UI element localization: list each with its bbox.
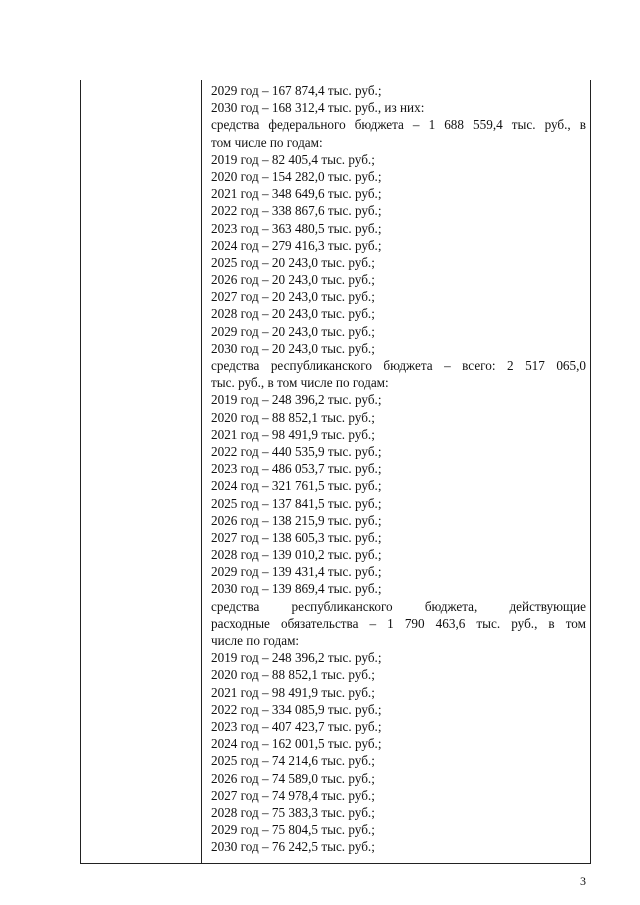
text-line: 2030 год – 139 869,4 тыс. руб.; [211,581,382,597]
text-line: 2028 год – 20 243,0 тыс. руб.; [211,306,375,322]
text-line: расходные обязательства – 1 790 463,6 тыс. руб., в том [211,615,586,631]
text-line: 2021 год – 348 649,6 тыс. руб.; [211,186,382,202]
text-line: 2029 год – 139 431,4 тыс. руб.; [211,564,382,580]
text-line: тыс. руб., в том числе по годам: [211,375,389,391]
text-line: 2021 год – 98 491,9 тыс. руб.; [211,684,375,700]
text-line: 2029 год – 167 874,4 тыс. руб.; [211,83,382,98]
text-line: 2027 год – 74 978,4 тыс. руб.; [211,787,375,803]
text-line: 2030 год – 76 242,5 тыс. руб.; [211,839,375,855]
text-line: 2024 год – 162 001,5 тыс. руб.; [211,736,382,752]
text-line: 2029 год – 75 804,5 тыс. руб.; [211,822,375,838]
document-table [80,80,591,864]
text-line: 2024 год – 279 416,3 тыс. руб.; [211,237,382,253]
text-line: 2019 год – 248 396,2 тыс. руб.; [211,392,382,408]
text-line: 2026 год – 20 243,0 тыс. руб.; [211,272,375,288]
page-number: 3 [580,874,586,888]
funding-text-cell [211,82,586,855]
text-line: 2027 год – 20 243,0 тыс. руб.; [211,289,375,305]
text-line: 2023 год – 363 480,5 тыс. руб.; [211,220,382,236]
text-line: 2025 год – 20 243,0 тыс. руб.; [211,254,375,270]
text-line: 2020 год – 154 282,0 тыс. руб.; [211,168,382,184]
text-line: 2022 год – 334 085,9 тыс. руб.; [211,701,382,717]
column-divider [201,80,202,863]
text-line: средства республиканского бюджета – всего: 2 517 065,0 [211,358,586,373]
text-line: 2029 год – 20 243,0 тыс. руб.; [211,323,375,339]
text-line: средства федерального бюджета – 1 688 559,4 тыс. руб., в [211,117,586,133]
text-line: 2025 год – 74 214,6 тыс. руб.; [211,753,375,769]
text-line: 2030 год – 20 243,0 тыс. руб.; [211,340,375,356]
text-line: 2023 год – 486 053,7 тыс. руб.; [211,461,382,477]
text-line: 2026 год – 74 589,0 тыс. руб.; [211,770,375,786]
text-line: средства республиканского бюджета, действующие [211,598,586,614]
text-line: 2021 год – 98 491,9 тыс. руб.; [211,426,375,442]
text-line: 2022 год – 440 535,9 тыс. руб.; [211,443,382,459]
text-line: 2026 год – 138 215,9 тыс. руб.; [211,512,382,528]
text-line: 2030 год – 168 312,4 тыс. руб., из них: [211,100,425,116]
text-line: 2023 год – 407 423,7 тыс. руб.; [211,718,382,734]
text-line: 2024 год – 321 761,5 тыс. руб.; [211,478,382,494]
text-line: 2028 год – 75 383,3 тыс. руб.; [211,804,375,820]
text-line: 2019 год – 248 396,2 тыс. руб.; [211,650,382,666]
text-line: 2027 год – 138 605,3 тыс. руб.; [211,529,382,545]
text-line: 2022 год – 338 867,6 тыс. руб.; [211,203,382,219]
text-line: 2025 год – 137 841,5 тыс. руб.; [211,495,382,511]
text-line: числе по годам: [211,633,300,648]
text-line: 2020 год – 88 852,1 тыс. руб.; [211,409,375,425]
text-line: 2020 год – 88 852,1 тыс. руб.; [211,667,375,683]
text-line: 2019 год – 82 405,4 тыс. руб.; [211,151,375,167]
text-line: том числе по годам: [211,134,323,150]
text-line: 2028 год – 139 010,2 тыс. руб.; [211,547,382,563]
